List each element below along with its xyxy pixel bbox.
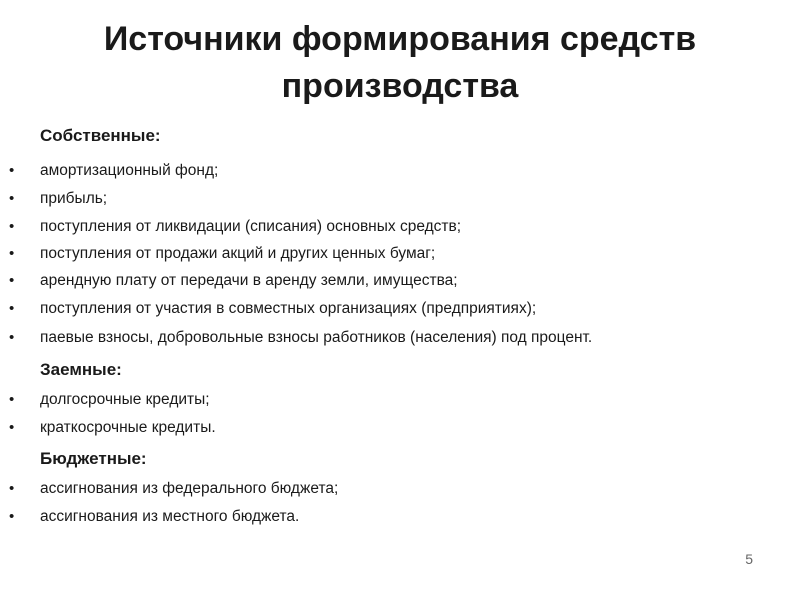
bullet-icon: • (9, 419, 15, 436)
list-item-text: долгосрочные кредиты; (40, 391, 210, 408)
bullet-icon: • (9, 391, 15, 408)
list-item-text: паевые взносы, добровольные взносы работников (населения) под процент. (40, 329, 593, 346)
list-item (0, 272, 800, 298)
bullet-icon: • (9, 300, 15, 317)
list-item (0, 218, 800, 244)
list-item (0, 162, 800, 188)
bullet-icon: • (9, 480, 15, 497)
list-item-text: арендную плату от передачи в аренду земли, имущества; (40, 272, 458, 289)
section-heading-budget: Бюджетные: (40, 449, 147, 468)
section-heading-own: Собственные: (40, 126, 161, 145)
bullet-icon: • (9, 329, 15, 346)
list-item (0, 245, 800, 271)
list-item-text: поступления от продажи акций и других ценных бумаг; (40, 245, 436, 262)
section-heading-borrowed: Заемные: (40, 360, 122, 379)
page-number: 5 (745, 551, 753, 567)
list-item (0, 300, 800, 326)
list-item (0, 480, 800, 506)
page-title (0, 16, 800, 110)
bullet-icon: • (9, 245, 15, 262)
list-item (0, 419, 800, 445)
bullet-icon: • (9, 162, 15, 179)
list-item (0, 391, 800, 417)
bullet-icon: • (9, 190, 15, 207)
bullet-icon: • (9, 218, 15, 235)
list-item-text: поступления от участия в совместных организациях (предприятиях); (40, 300, 537, 317)
list-item-text: амортизационный фонд; (40, 162, 219, 179)
list-item (0, 329, 800, 355)
list-item-text: краткосрочные кредиты. (40, 419, 216, 436)
bullet-icon: • (9, 272, 15, 289)
list-item (0, 508, 800, 534)
list-item-text: прибыль; (40, 190, 108, 207)
list-item (0, 190, 800, 216)
list-item-text: поступления от ликвидации (списания) основных средств; (40, 218, 462, 235)
list-item-text: ассигнования из федерального бюджета; (40, 480, 339, 497)
list-item-text: ассигнования из местного бюджета. (40, 508, 300, 525)
bullet-icon: • (9, 508, 15, 525)
title-line-1: Источники формирования средств (103, 20, 697, 58)
title-line-2: производства (281, 67, 519, 105)
